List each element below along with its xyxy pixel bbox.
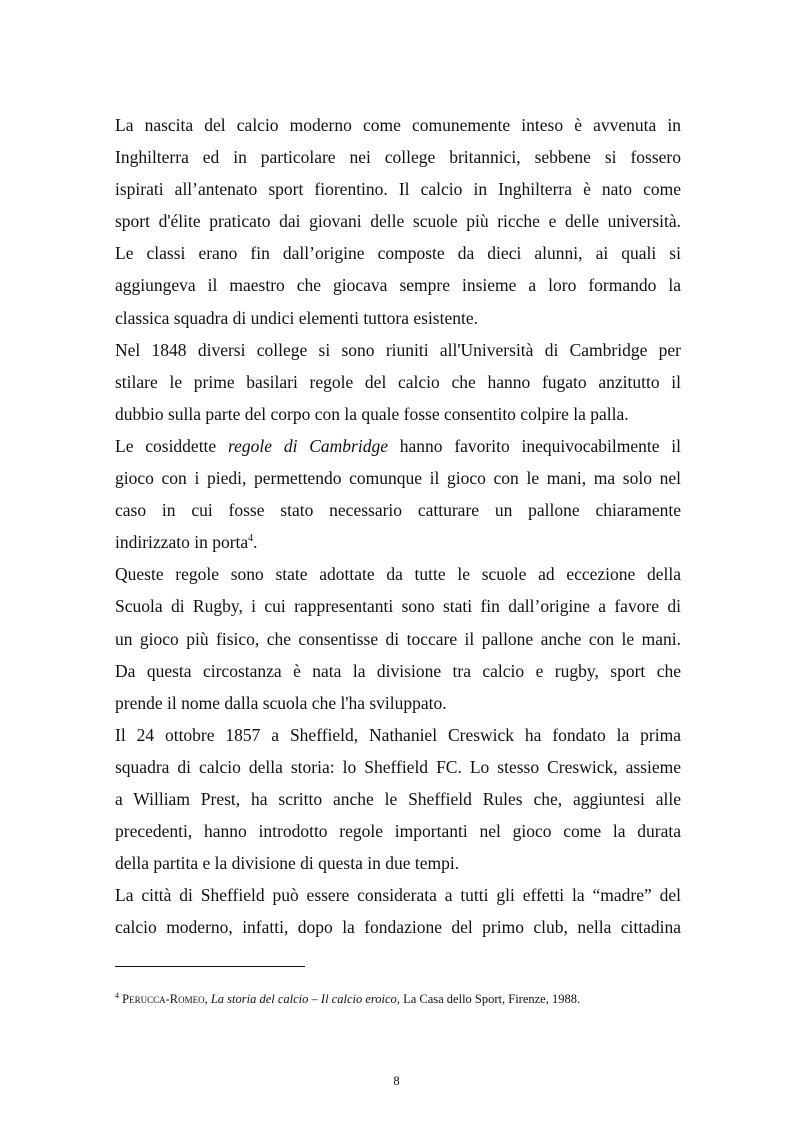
paragraph-6 <box>115 879 681 943</box>
text-line: Scuola di Rugby, i cui rappresentanti sono stati fin dall’origine a favore di <box>115 596 681 617</box>
text-line: Queste regole sono state adottate da tutte le scuole ad eccezione della <box>115 564 681 585</box>
text-line: precedenti, hanno introdotto regole importanti nel gioco come la durata <box>115 821 681 842</box>
text-fragment: hanno favorito inequivocabilmente il <box>387 435 682 456</box>
paragraph-3 <box>115 430 681 558</box>
text-fragment: . <box>253 532 258 553</box>
text-line: sport d'élite praticato dai giovani delle scuole più ricche e delle università. <box>115 211 681 232</box>
footnote-title: La storia del calcio – Il calcio eroico <box>210 992 397 1006</box>
text-line: squadra di calcio della storia: lo Sheffield FC. Lo stesso Creswick, assieme <box>115 756 681 777</box>
text-line: stilare le prime basilari regole del calcio che hanno fugato anzitutto il <box>115 371 681 392</box>
text-line <box>115 526 681 558</box>
paragraph-2 <box>115 334 681 430</box>
body-text <box>115 109 681 943</box>
text-line: un gioco più fisico, che consentisse di toccare il pallone anche con le mani. <box>115 628 681 649</box>
text-line: Le classi erano fin dall’origine composte da dieci alunni, ai quali si <box>115 243 681 264</box>
text-line: classica squadra di undici elementi tuttora esistente. <box>115 307 479 328</box>
footnote-separator: , <box>204 992 211 1006</box>
text-line: gioco con i piedi, permettendo comunque il gioco con le mani, ma solo nel <box>115 468 681 489</box>
footnote-publisher: , La Casa dello Sport, Firenze, 1988. <box>396 992 581 1006</box>
text-line: Da questa circostanza è nata la divisione tra calcio e rugby, sport che <box>115 660 681 681</box>
footnote-divider <box>115 966 305 967</box>
paragraph-1 <box>115 109 681 334</box>
text-line: caso in cui fosse stato necessario catturare un pallone chiaramente <box>115 500 681 521</box>
text-fragment: indirizzato in porta <box>115 532 249 553</box>
footnote-reference[interactable]: 4 <box>248 533 254 545</box>
text-line: dubbio sulla parte del corpo con la quale fosse consentito colpire la palla. <box>115 403 629 424</box>
text-line: calcio moderno, infatti, dopo la fondazione del primo club, nella cittadina <box>115 917 681 938</box>
text-line: aggiungeva il maestro che giocava sempre insieme a loro formando la <box>115 275 681 296</box>
page-number: 8 <box>393 1074 400 1088</box>
text-line: prende il nome dalla scuola che l'ha sviluppato. <box>115 692 447 713</box>
footnote <box>115 991 681 1007</box>
text-line: della partita e la divisione di questa in due tempi. <box>115 853 460 874</box>
text-line: ispirati all’antenato sport fiorentino. Il calcio in Inghilterra è nato come <box>115 179 681 200</box>
text-line: Inghilterra ed in particolare nei college britannici, sebbene si fossero <box>115 147 681 168</box>
text-line: La città di Sheffield può essere considerata a tutti gli effetti la “madre” del <box>115 885 681 906</box>
text-line: a William Prest, ha scritto anche le Sheffield Rules che, aggiuntesi alle <box>115 788 681 809</box>
text-line: Nel 1848 diversi college si sono riuniti all'Università di Cambridge per <box>115 339 681 360</box>
italic-title: regole di Cambridge <box>227 435 388 456</box>
footnote-number: 4 <box>115 990 119 1000</box>
paragraph-4 <box>115 558 681 718</box>
paragraph-5 <box>115 719 681 879</box>
text-line: La nascita del calcio moderno come comunemente inteso è avvenuta in <box>115 115 681 135</box>
text-fragment: Le cosiddette <box>115 435 228 456</box>
text-line <box>115 430 681 462</box>
footnote-author: Perucca-Romeo <box>122 992 205 1006</box>
text-line: Il 24 ottobre 1857 a Sheffield, Nathaniel Creswick ha fondato la prima <box>115 724 681 745</box>
